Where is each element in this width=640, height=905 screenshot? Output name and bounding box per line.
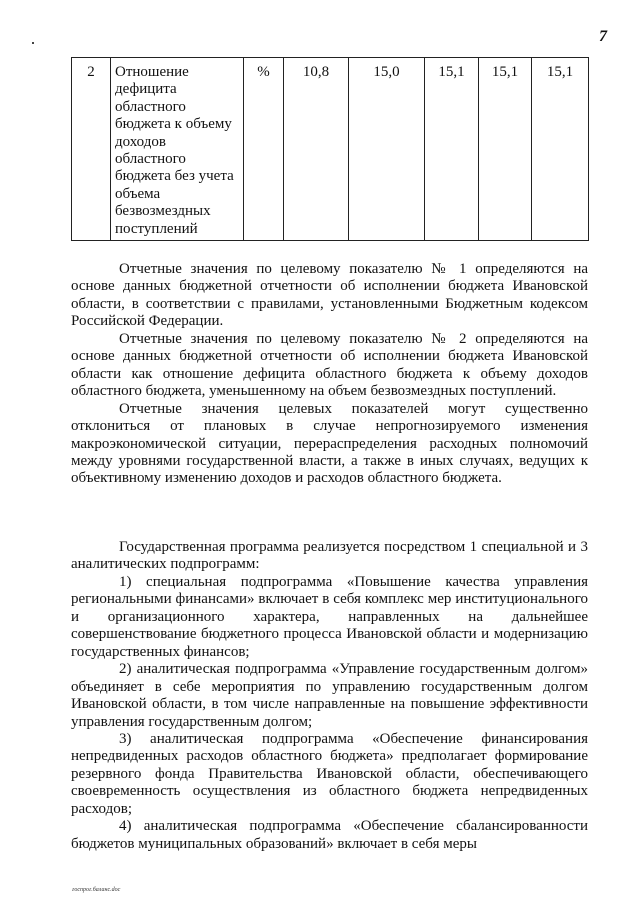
paragraph: Отчетные значения по целевому показателю № 1 определяются на основе данных бюджетной отчетности об исполнении бюджета Ивановской области, в соответствии с правилами, установленными Бюджетным кодексом Российской Федерации. xyxy=(71,261,588,330)
value-cell: 10,8 xyxy=(284,58,349,241)
row-index: 2 xyxy=(72,58,111,241)
table-row xyxy=(72,58,589,241)
list-item: 1) специальная подпрограмма «Повышение качества управления региональными финансами» включает в себя комплекс мер институционального и организационного характера, направленных на дальнейшее совершенствование бюджетного процесса Ивановской области и модернизацию государственных финансов; xyxy=(71,573,588,660)
paragraph: Отчетные значения целевых показателей могут существенно отклониться от плановых в случае непрогнозируемого изменения макроэкономической ситуации, перераспределения расходных полномочий между уровнями государственной власти, а также в иных случаях, ведущих к объективному изменению доходов и расходов областного бюджета. xyxy=(71,400,588,487)
value-cell: 15,1 xyxy=(479,58,532,241)
value-cell: 15,0 xyxy=(349,58,425,241)
scan-speck xyxy=(32,42,34,44)
file-footer: госпрог.баланс.doc xyxy=(72,887,121,893)
unit-cell: % xyxy=(244,58,284,241)
list-item: 2) аналитическая подпрограмма «Управление государственным долгом» объединяет в себе мероприятия по управлению государственным долгом Ивановской области, в том числе направленные на повышение эффективности управления государственным долгом; xyxy=(71,661,588,730)
page-number: 7 xyxy=(599,28,607,45)
value-cell: 15,1 xyxy=(532,58,589,241)
list-item: 4) аналитическая подпрограмма «Обеспечение сбалансированности бюджетов муниципальных образований» включает в себя меры xyxy=(71,818,588,852)
indicators-table xyxy=(71,57,589,241)
indicator-name: Отношение дефицита областного бюджета к объему доходов областного бюджета без учета объема безвозмездных поступлений xyxy=(111,58,244,241)
paragraph: Отчетные значения по целевому показателю № 2 определяются на основе данных бюджетной отчетности об исполнении бюджета Ивановской области как отношение дефицита областного бюджета к объему доходов областного бюджета, уменьшенному на объем безвозмездных поступлений. xyxy=(71,330,588,400)
paragraph: Государственная программа реализуется посредством 1 специальной и 3 аналитических подпрограмм: xyxy=(71,539,588,573)
list-item: 3) аналитическая подпрограмма «Обеспечение финансирования непредвиденных расходов областного бюджета» предполагает формирование резервного фонда Правительства Ивановской области, обеспечивающего своевременность осуществления из областного бюджета непредвиденных расходов; xyxy=(71,730,588,817)
value-cell: 15,1 xyxy=(425,58,479,241)
reporting-values-section xyxy=(71,261,588,488)
subprograms-section xyxy=(71,539,588,853)
